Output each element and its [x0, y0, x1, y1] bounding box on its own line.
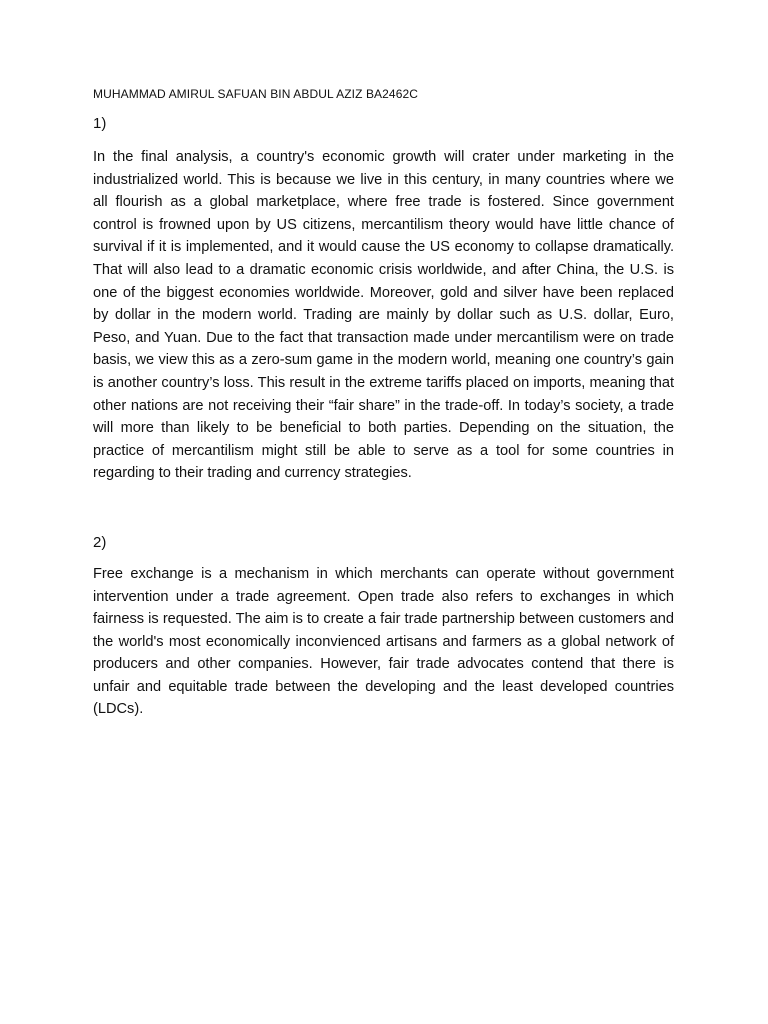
- answer-1-section: [93, 114, 674, 485]
- author-header: MUHAMMAD AMIRUL SAFUAN BIN ABDUL AZIZ BA2462C: [93, 87, 419, 101]
- section-spacer: [93, 485, 674, 533]
- answer-1-paragraph: In the final analysis, a country's economic growth will crater under marketing in the industrialized world. This is because we live in this century, in many countries where we all flourish as a global marketplace, where free trade is fostered. Since government control is frowned upon by US citizens, mercantilism theory would have little chance of survival if it is implemented, and it would cause the US economy to collapse dramatically. That will also lead to a dramatic economic crisis worldwide, and after China, the U.S. is one of the biggest economies worldwide. Moreover, gold and silver have been replaced by dollar in the modern world. Trading are mainly by dollar such as U.S. dollar, Euro, Peso, and Yuan. Due to the fact that transaction made under mercantilism were on trade basis, we view this as a zero-sum game in the modern world, meaning one country’s gain is another country’s loss. This result in the extreme tariffs placed on imports, meaning that other nations are not receiving their “fair share” in the trade-off. In today’s society, a trade will more than likely to be beneficial to both parties. Depending on the situation, the practice of mercantilism might still be able to serve as a tool for some countries in regarding to their trading and currency strategies.: [93, 149, 674, 482]
- answer-1-number: 1): [93, 115, 107, 132]
- answer-2-paragraph: Free exchange is a mechanism in which merchants can operate without government intervention under a trade agreement. Open trade also refers to exchanges in which fairness is requested. The aim is to create a fair trade partnership between customers and the world's most economically inconvienced artisans and farmers as a global network of producers and other companies. However, fair trade advocates contend that there is unfair and equitable trade between the developing and the least developed countries (LDCs).: [93, 565, 674, 718]
- answer-2-number: 2): [93, 533, 107, 551]
- document-page: [93, 86, 674, 721]
- answer-2-section: [93, 533, 674, 721]
